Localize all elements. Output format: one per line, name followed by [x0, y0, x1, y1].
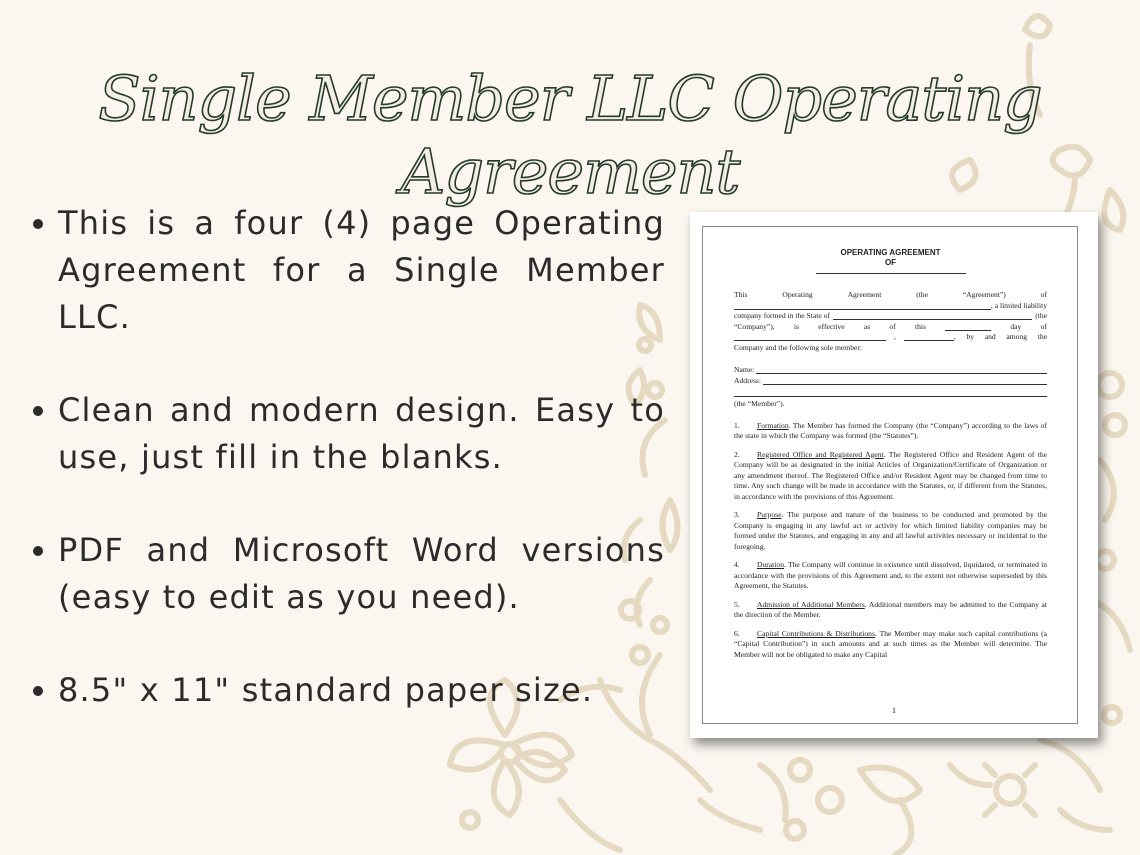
intro-text: , a limited liability	[990, 300, 1047, 310]
feature-text: This is a four (4) page Operating Agreement for a Single Member LLC.	[58, 204, 665, 336]
document-heading-of: OF	[884, 258, 897, 267]
intro-word: of	[1040, 290, 1047, 299]
intro-word: of	[1040, 321, 1047, 331]
intro-word: is	[793, 321, 799, 331]
intro-word: of	[889, 321, 896, 331]
blank-line	[945, 322, 991, 331]
page-title: Single Member LLC Operating Agreement	[98, 62, 1042, 208]
section-3: 3. Purpose. The purpose and nature of the business to be conducted and promoted by the Company is engaging in any lawful act or activity for which limited liability companies may be formed under the Statutes, and engaging in any and all lawful activities necessary or incidental to the foregoing.	[734, 510, 1047, 551]
address-label: Address:	[734, 375, 761, 385]
feature-item	[33, 527, 665, 621]
intro-text: company formed in the State of	[734, 311, 830, 320]
bullet-dot-icon	[33, 686, 43, 696]
feature-item	[33, 200, 665, 341]
intro-word: “Agreement”)	[962, 290, 1006, 299]
blank-line	[734, 301, 991, 310]
blank-line	[904, 332, 954, 341]
intro-text: , by and among the	[953, 332, 1047, 341]
feature-text: Clean and modern design. Easy to use, just fill in the blanks.	[58, 391, 665, 476]
member-label: (the “Member”).	[734, 399, 785, 408]
section-1: 1. Formation. The Member has formed the Company (the “Company”) according to the laws of the state in which the Company was formed (the “Statutes”).	[734, 420, 1047, 440]
section-6: 6. Capital Contributions & Distributions. The Member may make such capital contributions (a “Capital Contribution”) in such amounts and at such times as the Member will determine. The Member will not be obligated to make any Capital	[734, 628, 1047, 659]
feature-item	[33, 387, 665, 481]
intro-text: (the	[1035, 311, 1047, 320]
intro-word: This	[734, 290, 748, 299]
intro-word: effective	[818, 321, 845, 331]
section-2: 2. Registered Office and Registered Agent. The Registered Office and Resident Agent of the Company will be as designated in the initial Articles of Organization/Certificate of Organization or any amendment thereof. The Registered Office and/or Resident Agent may be changed from time to time. Any such change will be made in accordance with the Statutes, or, if different from the Statutes, in accordance with the provisions of this Agreement.	[734, 449, 1048, 501]
intro-word: “Company”),	[734, 321, 775, 331]
intro-word: day	[1010, 321, 1022, 331]
intro-text: ,	[894, 332, 896, 341]
name-blank	[756, 365, 1047, 374]
blank-line	[734, 332, 886, 341]
blank-line	[833, 311, 1032, 320]
section-5: 5. Admission of Additional Members. Additional members may be admitted to the Company at the direction of the Member.	[734, 599, 1047, 619]
feature-text: 8.5" x 11" standard paper size.	[58, 671, 594, 709]
document-body	[734, 248, 1047, 668]
bullet-dot-icon	[33, 546, 43, 556]
page-number: 1	[892, 706, 896, 715]
feature-item	[33, 667, 665, 714]
intro-word: this	[914, 321, 926, 331]
name-label: Name:	[734, 365, 755, 374]
feature-text: PDF and Microsoft Word versions (easy to edit as you need).	[58, 531, 665, 616]
bullet-dot-icon	[33, 406, 43, 416]
intro-text: Company and the following sole member:	[734, 342, 863, 352]
feature-list	[33, 200, 665, 714]
address-blank	[763, 376, 1047, 385]
document-heading: OPERATING AGREEMENT	[840, 248, 941, 257]
intro-word: Agreement	[847, 290, 882, 299]
document-preview	[690, 212, 1098, 738]
intro-word: Operating	[782, 290, 813, 299]
address-blank-2	[734, 386, 1047, 397]
bullet-dot-icon	[33, 219, 43, 229]
section-4: 4. Duration. The Company will continue in existence until dissolved, liquidated, or terminated in accordance with the provisions of this Agreement and, to the extent not otherwise superseded by this Agreement, the Statutes.	[734, 560, 1047, 590]
intro-paragraph	[734, 290, 1047, 353]
intro-word: as	[863, 321, 871, 331]
intro-word: (the	[916, 290, 928, 299]
